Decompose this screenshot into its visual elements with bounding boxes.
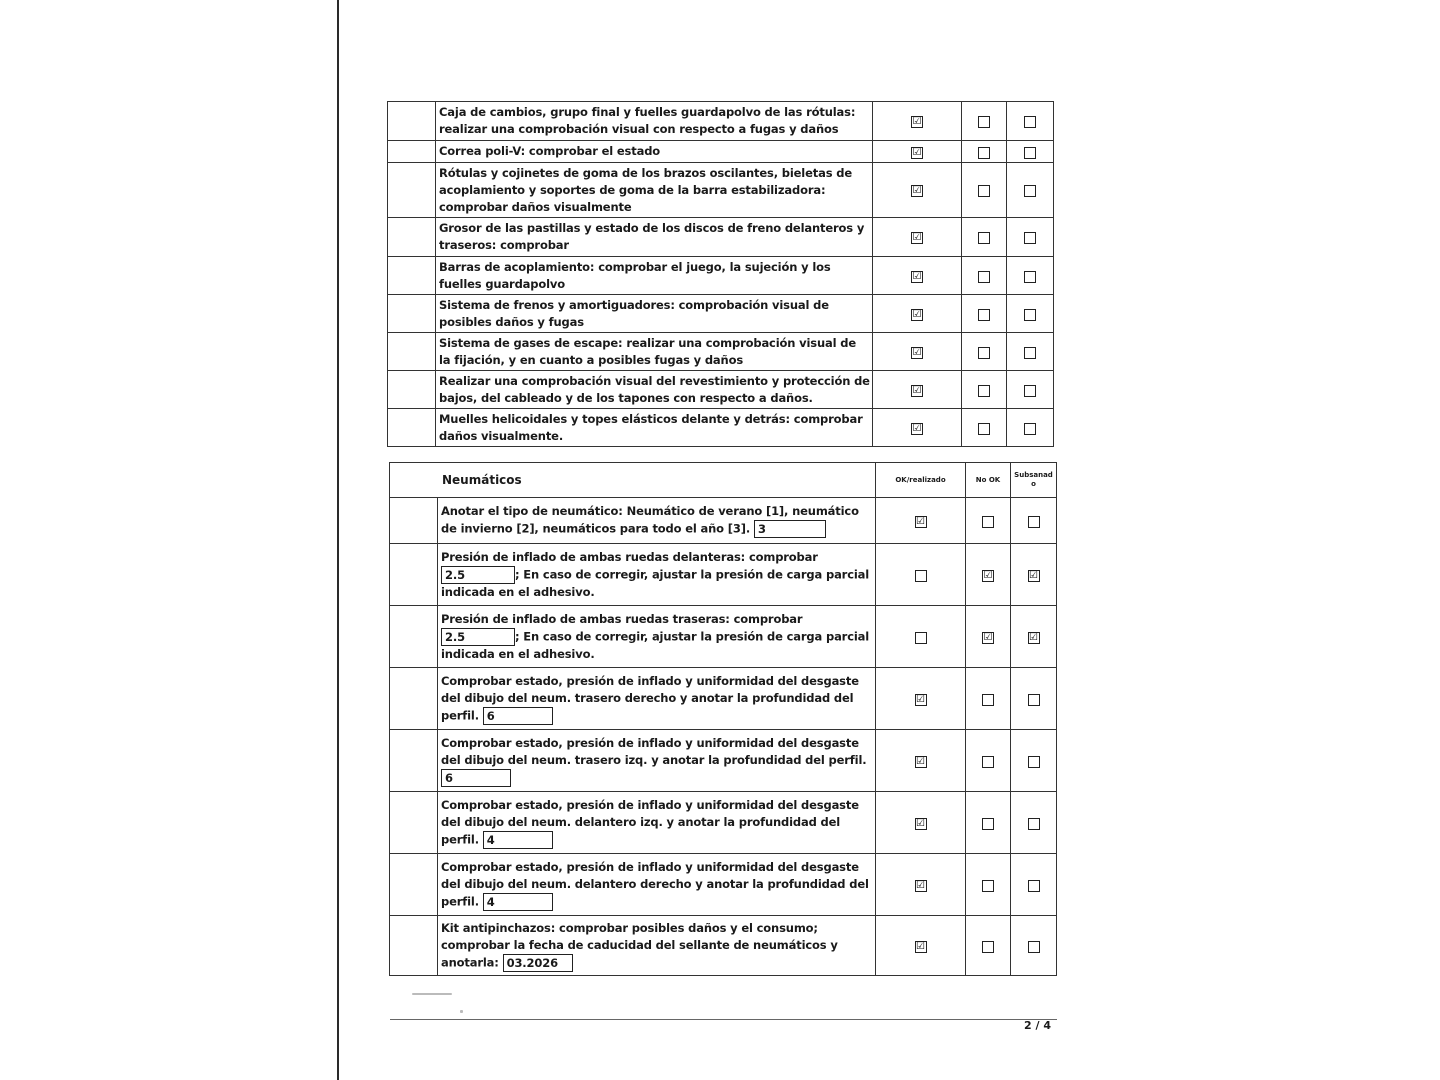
table-row xyxy=(388,163,1054,218)
item-description: Caja de cambios, grupo final y fuelles guardapolvo de las rótulas: realizar una comprobación visual con respecto a fugas y daños xyxy=(436,102,873,141)
col-header-subsanado: Subsanad o xyxy=(1011,463,1057,498)
item-text: Comprobar estado, presión de inflado y uniformidad del desgaste del dibujo del neum. delantero izq. y anotar la profundidad del perfil. xyxy=(441,797,859,846)
item-description xyxy=(438,916,876,976)
item-text-after: ; En caso de corregir, ajustar la presión de carga parcial indicada en el adhesivo. xyxy=(441,629,870,661)
item-description: Realizar una comprobación visual del revestimiento y protección de bajos, del cableado y de los tapones con respecto a daños. xyxy=(436,371,873,409)
inspection-table xyxy=(387,101,1054,447)
tires-table xyxy=(389,462,1057,976)
ok-checkbox[interactable]: ☑ xyxy=(912,146,922,158)
item-description xyxy=(438,730,876,792)
rear-pressure-field[interactable]: 2.5 xyxy=(441,628,515,646)
scan-smudge xyxy=(412,993,452,995)
ok-checkbox[interactable] xyxy=(915,570,927,582)
tread-depth-field[interactable]: 6 xyxy=(483,707,553,725)
subsanado-checkbox[interactable] xyxy=(1028,516,1040,528)
item-text: Presión de inflado de ambas ruedas delanteras: comprobar xyxy=(441,549,818,564)
item-description: Sistema de frenos y amortiguadores: comprobación visual de posibles daños y fugas xyxy=(436,295,873,333)
no-ok-checkbox[interactable] xyxy=(978,185,990,197)
sealant-expiry-field[interactable]: 03.2026 xyxy=(503,954,573,972)
table-row xyxy=(388,141,1054,163)
subsanado-checkbox[interactable] xyxy=(1028,880,1040,892)
table-row xyxy=(388,295,1054,333)
row-blank-cell xyxy=(390,916,438,976)
table-row xyxy=(390,916,1057,976)
no-ok-checkbox[interactable]: ☑ xyxy=(983,631,993,643)
row-blank-cell xyxy=(388,163,436,218)
table-row xyxy=(390,544,1057,606)
ok-checkbox[interactable]: ☑ xyxy=(916,755,925,767)
subsanado-checkbox[interactable] xyxy=(1024,385,1036,397)
tread-depth-field[interactable]: 6 xyxy=(441,769,511,787)
item-description: Grosor de las pastillas y estado de los discos de freno delanteros y traseros: comprobar xyxy=(436,218,873,257)
row-blank-cell xyxy=(388,333,436,371)
subsanado-checkbox[interactable] xyxy=(1024,347,1036,359)
no-ok-checkbox[interactable] xyxy=(982,694,994,706)
subsanado-checkbox[interactable]: ☑ xyxy=(1029,631,1038,643)
subsanado-checkbox[interactable] xyxy=(1028,694,1040,706)
section-title: Neumáticos xyxy=(390,463,876,498)
table-row xyxy=(390,498,1057,544)
subsanado-checkbox[interactable] xyxy=(1028,756,1040,768)
no-ok-checkbox[interactable] xyxy=(978,347,990,359)
no-ok-checkbox[interactable] xyxy=(978,423,990,435)
no-ok-checkbox[interactable] xyxy=(978,385,990,397)
ok-checkbox[interactable]: ☑ xyxy=(912,185,922,196)
ok-checkbox[interactable]: ☑ xyxy=(912,232,922,243)
subsanado-checkbox[interactable] xyxy=(1028,818,1040,830)
item-description xyxy=(438,606,876,668)
ok-checkbox[interactable]: ☑ xyxy=(916,940,925,952)
ok-checkbox[interactable]: ☑ xyxy=(916,515,925,527)
col-header-ok: OK/realizado xyxy=(876,463,966,498)
no-ok-checkbox[interactable] xyxy=(982,756,994,768)
item-description: Sistema de gases de escape: realizar una comprobación visual de la fijación, y en cuanto a posibles fugas y daños xyxy=(436,333,873,371)
row-blank-cell xyxy=(390,668,438,730)
page-number: 2 / 4 xyxy=(1024,1019,1051,1032)
item-description: Muelles helicoidales y topes elásticos delante y detrás: comprobar daños visualmente. xyxy=(436,409,873,447)
subsanado-checkbox[interactable] xyxy=(1024,185,1036,197)
item-text: Comprobar estado, presión de inflado y uniformidad del desgaste del dibujo del neum. trasero derecho y anotar la profundidad del perfil. xyxy=(441,673,859,722)
front-pressure-field[interactable]: 2.5 xyxy=(441,566,515,584)
row-blank-cell xyxy=(390,606,438,668)
item-description xyxy=(438,792,876,854)
item-description xyxy=(438,498,876,544)
tire-type-field[interactable]: 3 xyxy=(754,520,826,538)
tires-header-row xyxy=(390,463,1057,498)
item-description: Correa poli-V: comprobar el estado xyxy=(436,141,873,163)
table-row xyxy=(390,606,1057,668)
row-blank-cell xyxy=(388,141,436,163)
subsanado-checkbox[interactable] xyxy=(1024,423,1036,435)
item-description xyxy=(438,668,876,730)
left-border-rule xyxy=(337,0,339,1080)
subsanado-checkbox[interactable] xyxy=(1024,309,1036,321)
row-blank-cell xyxy=(390,544,438,606)
item-text: Anotar el tipo de neumático: Neumático de verano [1], neumático de invierno [2], neumáticos para todo el año [3]. xyxy=(441,504,859,536)
table-row xyxy=(388,333,1054,371)
no-ok-checkbox[interactable] xyxy=(982,516,994,528)
subsanado-checkbox[interactable]: ☑ xyxy=(1029,569,1038,581)
ok-checkbox[interactable]: ☑ xyxy=(912,422,922,434)
row-blank-cell xyxy=(388,371,436,409)
subsanado-checkbox[interactable] xyxy=(1024,147,1036,159)
item-description xyxy=(438,854,876,916)
table-row xyxy=(390,730,1057,792)
no-ok-checkbox[interactable] xyxy=(978,232,990,244)
table-row xyxy=(390,668,1057,730)
row-blank-cell xyxy=(388,218,436,257)
ok-checkbox[interactable]: ☑ xyxy=(912,270,922,282)
table-row xyxy=(388,257,1054,295)
col-header-no-ok: No OK xyxy=(966,463,1011,498)
subsanado-checkbox[interactable] xyxy=(1024,116,1036,128)
row-blank-cell xyxy=(388,409,436,447)
ok-checkbox[interactable] xyxy=(915,632,927,644)
item-text: Comprobar estado, presión de inflado y uniformidad del desgaste del dibujo del neum. delantero derecho y anotar la profundidad del perfil. xyxy=(441,859,869,908)
no-ok-checkbox[interactable] xyxy=(982,880,994,892)
row-blank-cell xyxy=(390,498,438,544)
row-blank-cell xyxy=(388,295,436,333)
scan-smudge xyxy=(460,1010,463,1013)
table-row xyxy=(388,102,1054,141)
ok-checkbox[interactable]: ☑ xyxy=(916,817,925,829)
no-ok-checkbox[interactable]: ☑ xyxy=(983,569,993,581)
no-ok-checkbox[interactable] xyxy=(982,941,994,953)
item-text: Kit antipinchazos: comprobar posibles daños y el consumo; comprobar la fecha de caducidad del sellante de neumáticos y anotarla: xyxy=(441,920,838,969)
subsanado-checkbox[interactable] xyxy=(1024,232,1036,244)
row-blank-cell xyxy=(388,102,436,141)
item-text: Comprobar estado, presión de inflado y uniformidad del desgaste del dibujo del neum. trasero izq. y anotar la profundidad del perfil. xyxy=(441,735,867,767)
row-blank-cell xyxy=(390,730,438,792)
tread-depth-field[interactable]: 4 xyxy=(483,831,553,849)
no-ok-checkbox[interactable] xyxy=(978,309,990,321)
no-ok-checkbox[interactable] xyxy=(978,147,990,159)
no-ok-checkbox[interactable] xyxy=(978,271,990,283)
ok-checkbox[interactable]: ☑ xyxy=(912,308,922,320)
row-blank-cell xyxy=(388,257,436,295)
item-description xyxy=(438,544,876,606)
no-ok-checkbox[interactable] xyxy=(978,116,990,128)
item-text-after: ; En caso de corregir, ajustar la presión de carga parcial indicada en el adhesivo. xyxy=(441,567,870,599)
row-blank-cell xyxy=(390,854,438,916)
no-ok-checkbox[interactable] xyxy=(982,818,994,830)
table-row xyxy=(388,409,1054,447)
footer-rule xyxy=(390,1019,1057,1020)
table-row xyxy=(390,792,1057,854)
table-row xyxy=(390,854,1057,916)
ok-checkbox[interactable]: ☑ xyxy=(916,879,925,891)
ok-checkbox[interactable]: ☑ xyxy=(912,346,922,358)
row-blank-cell xyxy=(390,792,438,854)
item-description: Barras de acoplamiento: comprobar el juego, la sujeción y los fuelles guardapolvo xyxy=(436,257,873,295)
item-text: Presión de inflado de ambas ruedas traseras: comprobar xyxy=(441,611,803,626)
table-row xyxy=(388,218,1054,257)
tread-depth-field[interactable]: 4 xyxy=(483,893,553,911)
table-row xyxy=(388,371,1054,409)
ok-checkbox[interactable]: ☑ xyxy=(912,384,922,396)
subsanado-checkbox[interactable] xyxy=(1024,271,1036,283)
item-description: Rótulas y cojinetes de goma de los brazos oscilantes, bieletas de acoplamiento y soportes de goma de la barra estabilizadora: comprobar daños visualmente xyxy=(436,163,873,218)
ok-checkbox[interactable]: ☑ xyxy=(912,116,922,127)
ok-checkbox[interactable]: ☑ xyxy=(916,693,925,705)
subsanado-checkbox[interactable] xyxy=(1028,941,1040,953)
